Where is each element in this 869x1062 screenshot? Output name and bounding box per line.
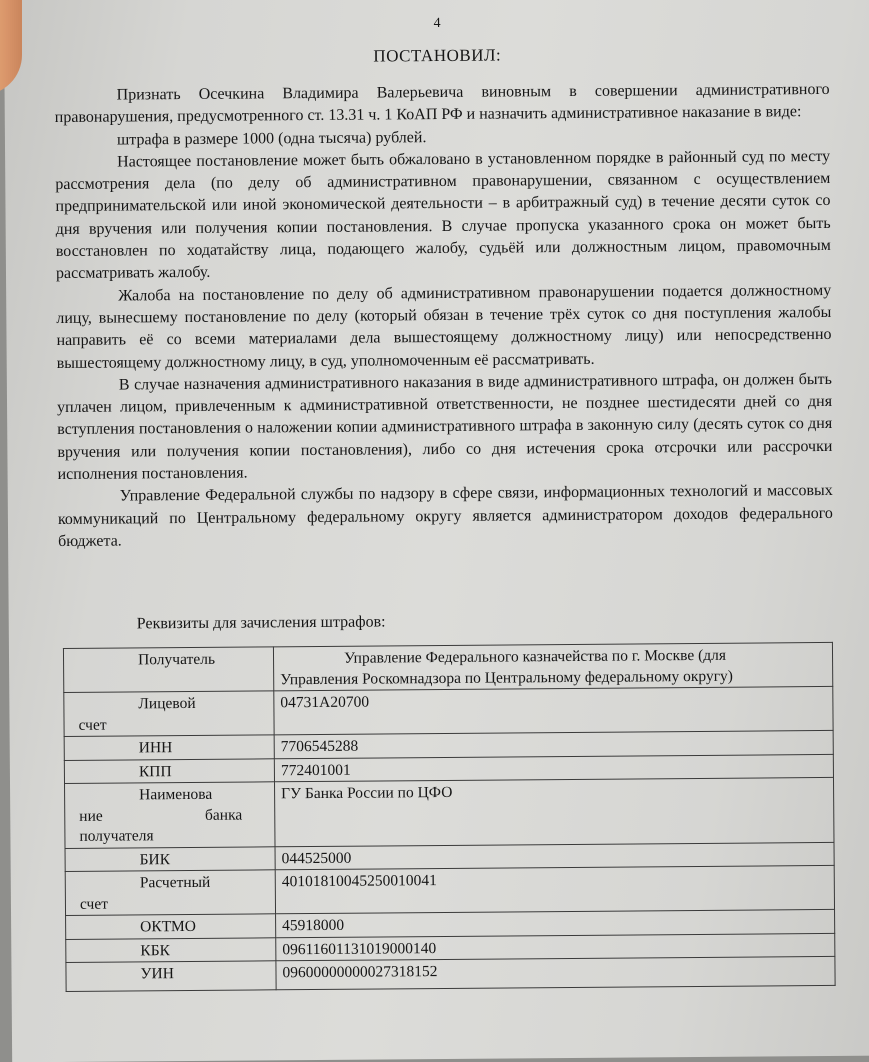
uin-label: УИН [140, 965, 174, 983]
document-body [55, 79, 834, 553]
paragraph-verdict: Признать Осечкина Владимира Валерьевича виновным в совершении административного правонарушения, предусмотренного ст. 13.31 ч. 1 КоАП РФ и назначить административное наказание в виде: [54, 80, 830, 127]
requisites-table [63, 642, 836, 992]
bank-label-line3: получателя [79, 827, 154, 845]
oktmo-label-cell [66, 914, 276, 939]
oktmo-value: 45918000 [282, 916, 345, 935]
kbk-value: 09611601131019000140 [282, 939, 437, 958]
inn-label-cell [64, 735, 274, 760]
kpp-label: КПП [138, 762, 172, 780]
kbk-label: КБК [140, 941, 170, 959]
uin-value-cell [276, 956, 835, 989]
kbk-label-cell [66, 937, 276, 962]
table-row [63, 642, 832, 692]
recipient-value-line1: Управление Федерального казначейства по г. Москве (для [343, 646, 727, 667]
paragraph-complaint: Жалоба на постановление по делу об административном правонарушении подается должностному лицу, вынесшему постановление по делу (который обязан в течение трёх суток со дня поступления жалобы направить её со всеми материалами дела вышестоящему должностному лицу) или непосредственно вышестоящему должностному лицу, в суд, уполномоченным её рассматривать. [56, 281, 832, 372]
table-row [65, 777, 834, 848]
account-label-line1: Лицевой [138, 694, 196, 713]
bik-label-cell [65, 846, 275, 871]
recipient-value-cell [273, 642, 832, 690]
bank-label-cell [65, 782, 276, 848]
table-row [66, 956, 835, 991]
settlement-value: 40101810045250010041 [281, 872, 437, 891]
account-value-cell [274, 686, 833, 734]
recipient-label: Получатель [137, 650, 216, 669]
table-row [65, 865, 834, 915]
settlement-label-line2: счет [79, 895, 109, 913]
document-page [4, 0, 869, 1062]
bank-value-cell [275, 777, 834, 846]
kpp-label-cell [64, 758, 274, 783]
bank-value: ГУ Банка России по ЦФО [281, 783, 453, 803]
paragraph-fine: штрафа в размере 1000 (одна тысяча) рублей. [116, 128, 427, 149]
kpp-value: 772401001 [280, 761, 351, 779]
bank-label-line2-b: банка [204, 806, 243, 824]
bank-label-line2-a: ние [79, 807, 103, 825]
recipient-value-line2: Управления Роскомнадзора по Центральному федеральному округу) [280, 667, 733, 688]
settlement-label-cell [65, 870, 275, 916]
oktmo-label: ОКТМО [140, 917, 196, 936]
paragraph-payment: В случае назначения административного наказания в виде административного штрафа, он должен быть уплачен лицом, привлеченным к административной ответственности, не позднее шестидесяти дней со дня вступления постановления о наложении копии административного штрафа в законную силу (десять суток со дня вручения или получения копии постановления), либо со дня истечения срока отсрочки или рассрочки исполнения постановления. [56, 370, 833, 484]
paragraph-appeal: Настоящее постановление может быть обжаловано в установленном порядке в районный суд по месту рассмотрения дела (по делу об административном правонарушении, связанном с осуществлением предпринимательской или иной экономической деятельности – в арбитражный суд) в течение десяти суток со дня вручения или получения копии постановления. В случае пропуска указанного срока он может быть восстановлен по ходатайству лица, подающего жалобу, судьёй или должностным лицом, правомочным рассматривать жалобу. [55, 147, 831, 283]
document-heading: ПОСТАНОВИЛ: [373, 45, 502, 66]
settlement-value-cell [275, 865, 834, 913]
paragraph-administrator: Управление Федеральной службы по надзору в сфере связи, информационных технологий и массовых коммуникаций по Центральному федеральному округу является администратором доходов федерального бюджета. [57, 482, 833, 550]
page-number: 4 [433, 15, 441, 32]
bank-label-line2 [71, 805, 268, 827]
table-row [64, 686, 833, 736]
bik-value: 044525000 [281, 849, 352, 867]
account-label-line2: счет [78, 716, 107, 734]
uin-value: 09600000000027318152 [282, 963, 438, 982]
uin-label-cell [66, 961, 276, 992]
bik-label: БИК [139, 850, 171, 868]
bank-label-line1: Наименова [139, 785, 213, 804]
requisites-title: Реквизиты для зачисления штрафов: [136, 613, 386, 633]
account-label-cell [64, 691, 274, 737]
inn-label: ИНН [138, 739, 173, 757]
recipient-label-cell [63, 647, 273, 693]
inn-value: 7706545288 [280, 737, 359, 756]
account-value: 04731А20700 [280, 693, 370, 712]
settlement-label-line1: Расчетный [139, 873, 211, 892]
